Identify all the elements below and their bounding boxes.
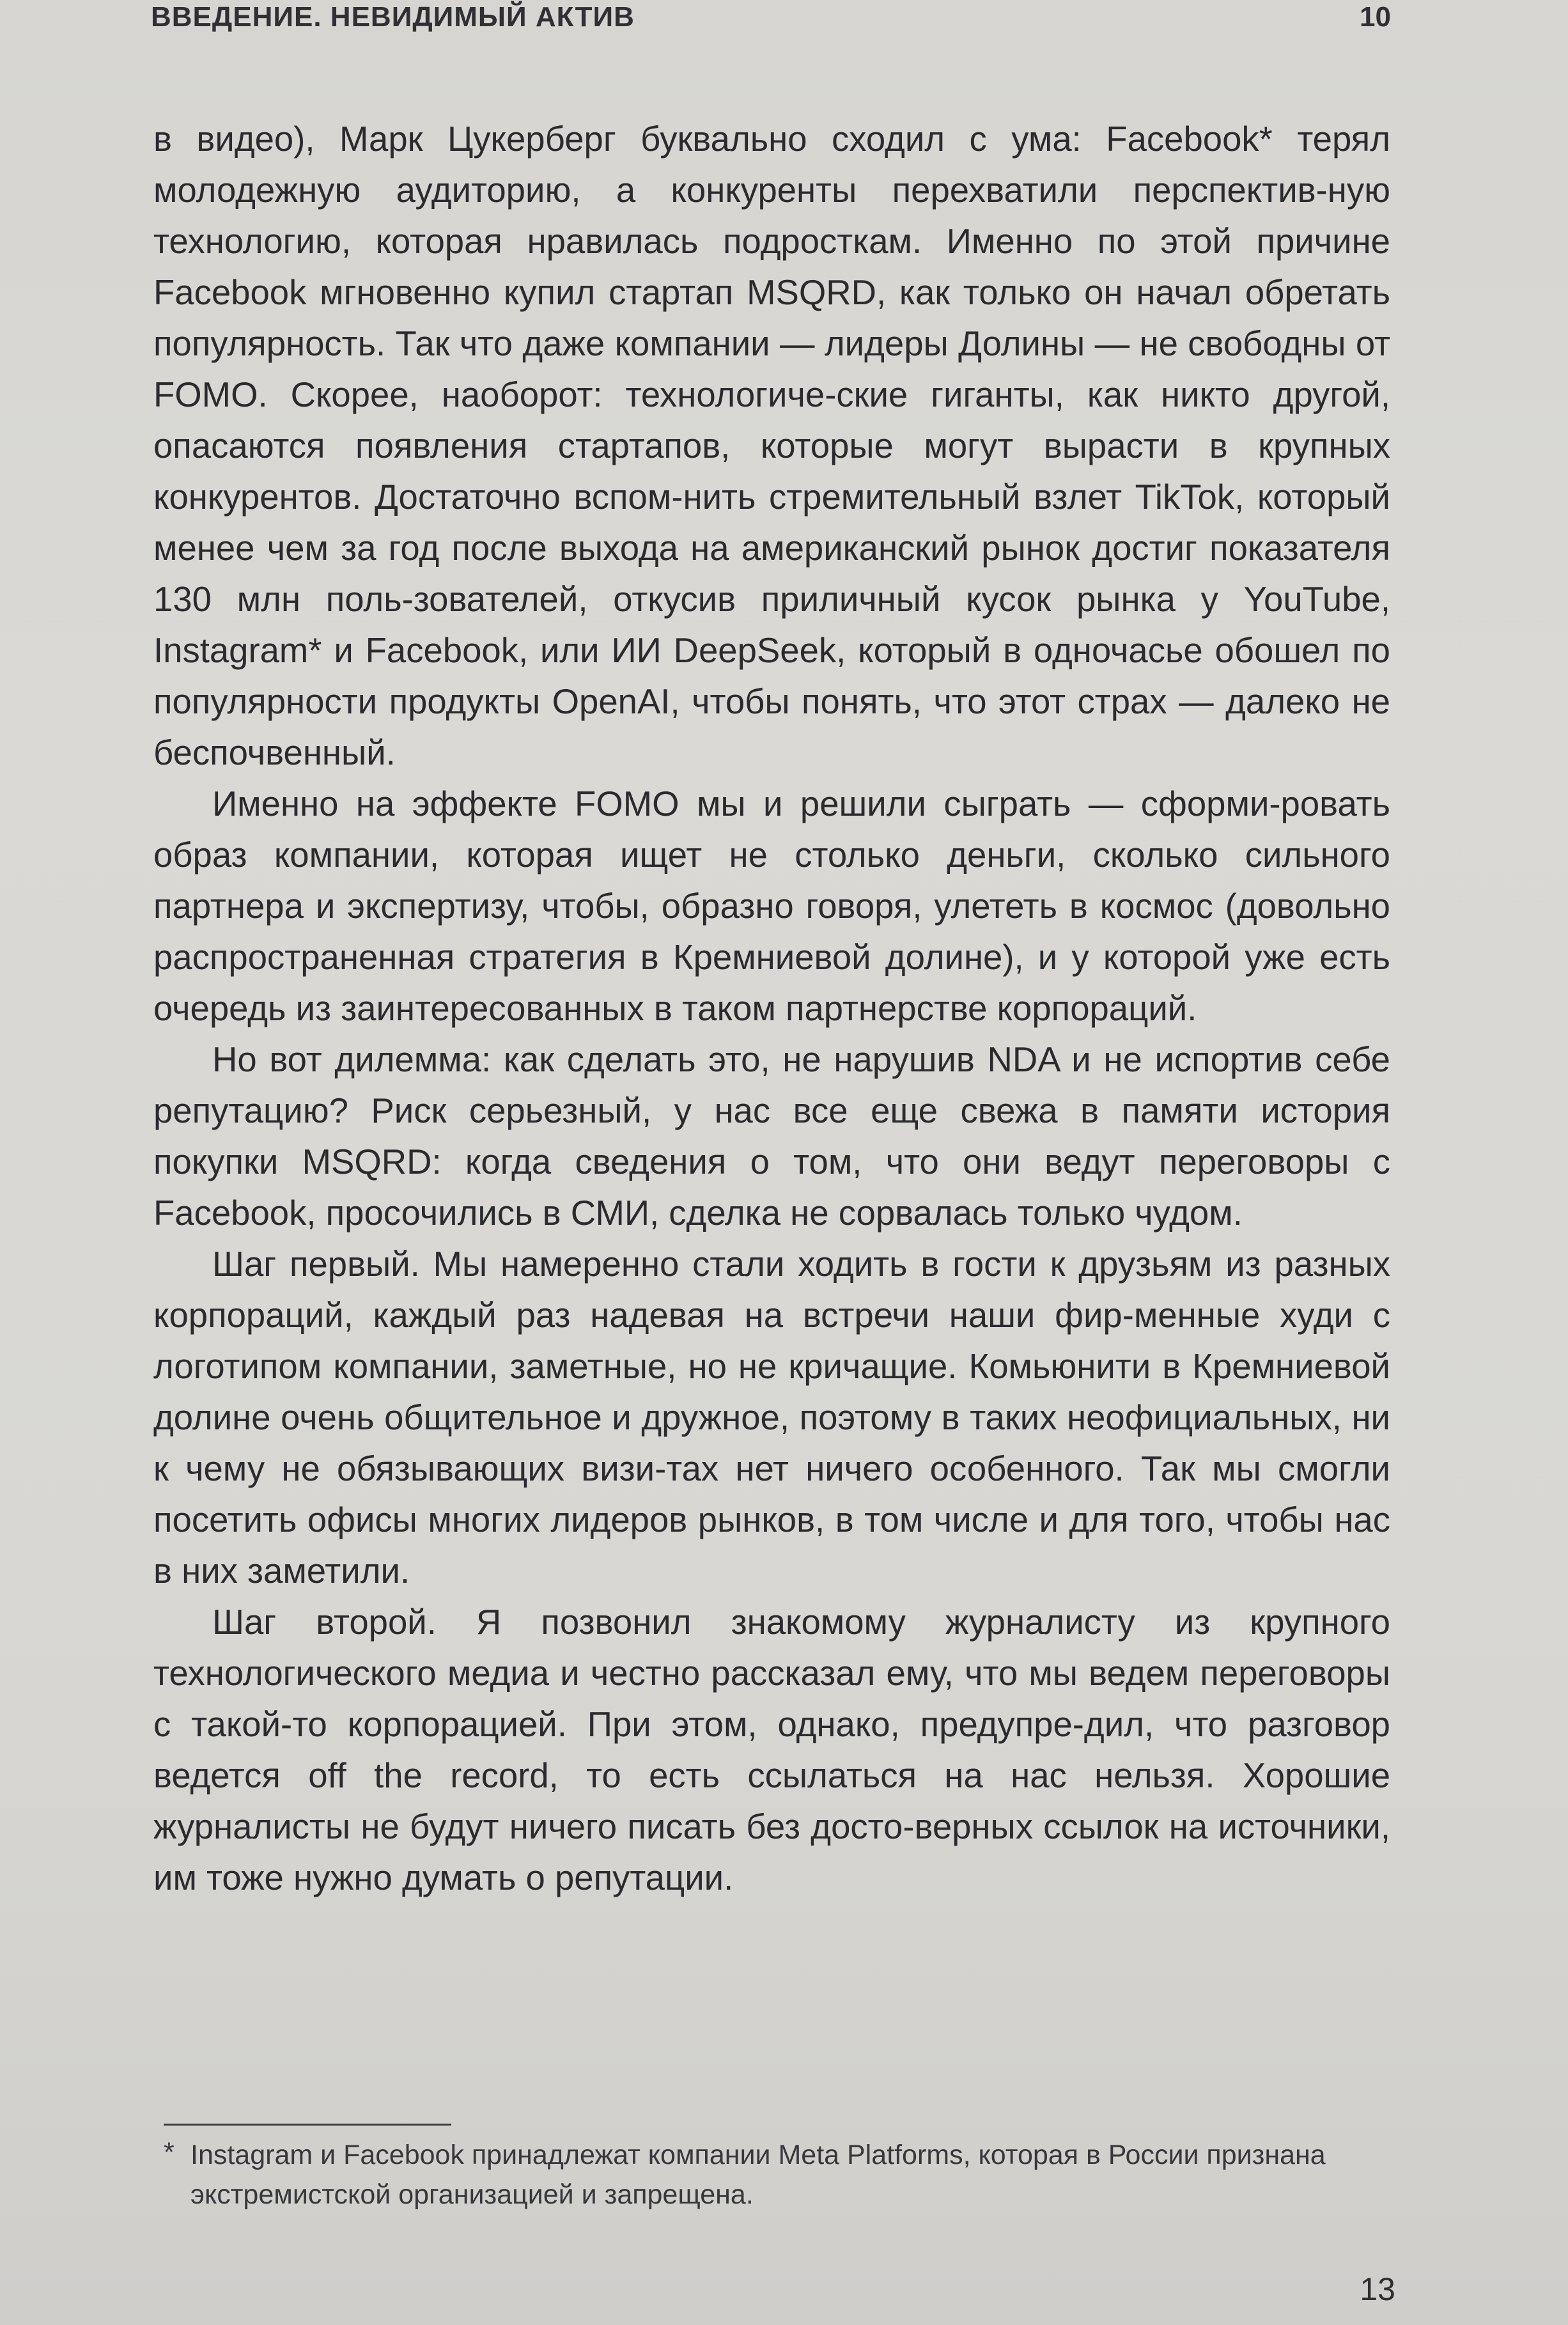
running-head [151,0,1391,45]
running-title: ВВЕДЕНИЕ. НЕВИДИМЫЙ АКТИВ [151,1,635,33]
page-number: 13 [1360,2271,1395,2307]
footnote [164,2135,1397,2214]
footnote-mark: * [164,2137,175,2168]
footnote-text: Instagram и Facebook принадлежат компании Meta Platforms, которая в России признана экстремистской организацией и запрещена. [190,2140,1326,2210]
body-text [153,114,1390,1904]
paragraph-5: Шаг второй. Я позвонил знакомому журналисту из крупного технологического медиа и честно рассказал ему, что мы ведем переговоры с такой-то корпорацией. При этом, однако, предупре-дил, что разговор ведется off the record, то есть ссылаться на нас нельзя. Хорошие журналисты не будут ничего писать без досто-верных ссылок на источники, им тоже нужно думать о репутации. [153,1603,1390,1897]
footnote-divider [164,2124,451,2126]
paragraph-2: Именно на эффекте FOMO мы и решили сыграть — сформи-ровать образ компании, которая ищет не столько деньги, сколько сильного партнера и экспертизу, чтобы, образно говоря, улететь в космос (довольно распространенная стратегия в Кремниевой долине), и у которой уже есть очередь из заинтересованных в таком партнерстве корпораций. [153,784,1390,1028]
paragraph-1: в видео), Марк Цукерберг буквально сходил с ума: Facebook* терял молодежную аудиторию, а конкуренты перехватили перспектив-ную технологию, которая нравилась подросткам. Именно по этой причине Facebook мгновенно купил стартап MSQRD, как только он начал обретать популярность. Так что даже компании — лидеры Долины — не свободны от FOMO. Скорее, наоборот: технологиче-ские гиганты, как никто другой, опасаются появления стартапов, которые могут вырасти в крупных конкурентов. Достаточно вспом-нить стремительный взлет TikTok, который менее чем за год после выхода на американский рынок достиг показателя 130 млн поль-зователей, откусив приличный кусок рынка у YouTube, Instagram* и Facebook, или ИИ DeepSeek, который в одночасье обошел по популярности продукты OpenAI, чтобы понять, что этот страх — далеко не беспочвенный. [153,120,1390,772]
paragraph-3: Но вот дилемма: как сделать это, не нарушив NDA и не испортив себе репутацию? Риск серьезный, у нас все еще свежа в памяти история покупки MSQRD: когда сведения о том, что они ведут переговоры с Facebook, просочились в СМИ, сделка не сорвалась только чудом. [153,1040,1390,1232]
paragraph-4: Шаг первый. Мы намеренно стали ходить в гости к друзьям из разных корпораций, каждый раз надевая на встречи наши фир-менные худи с логотипом компании, заметные, но не кричащие. Комьюнити в Кремниевой долине очень общительное и дружное, поэтому в таких неофициальных, ни к чему не обязывающих визи-тах нет ничего особенного. Так мы смогли посетить офисы многих лидеров рынков, в том числе и для того, чтобы нас в них заметили. [153,1245,1390,1590]
running-page-number: 10 [1360,1,1391,33]
